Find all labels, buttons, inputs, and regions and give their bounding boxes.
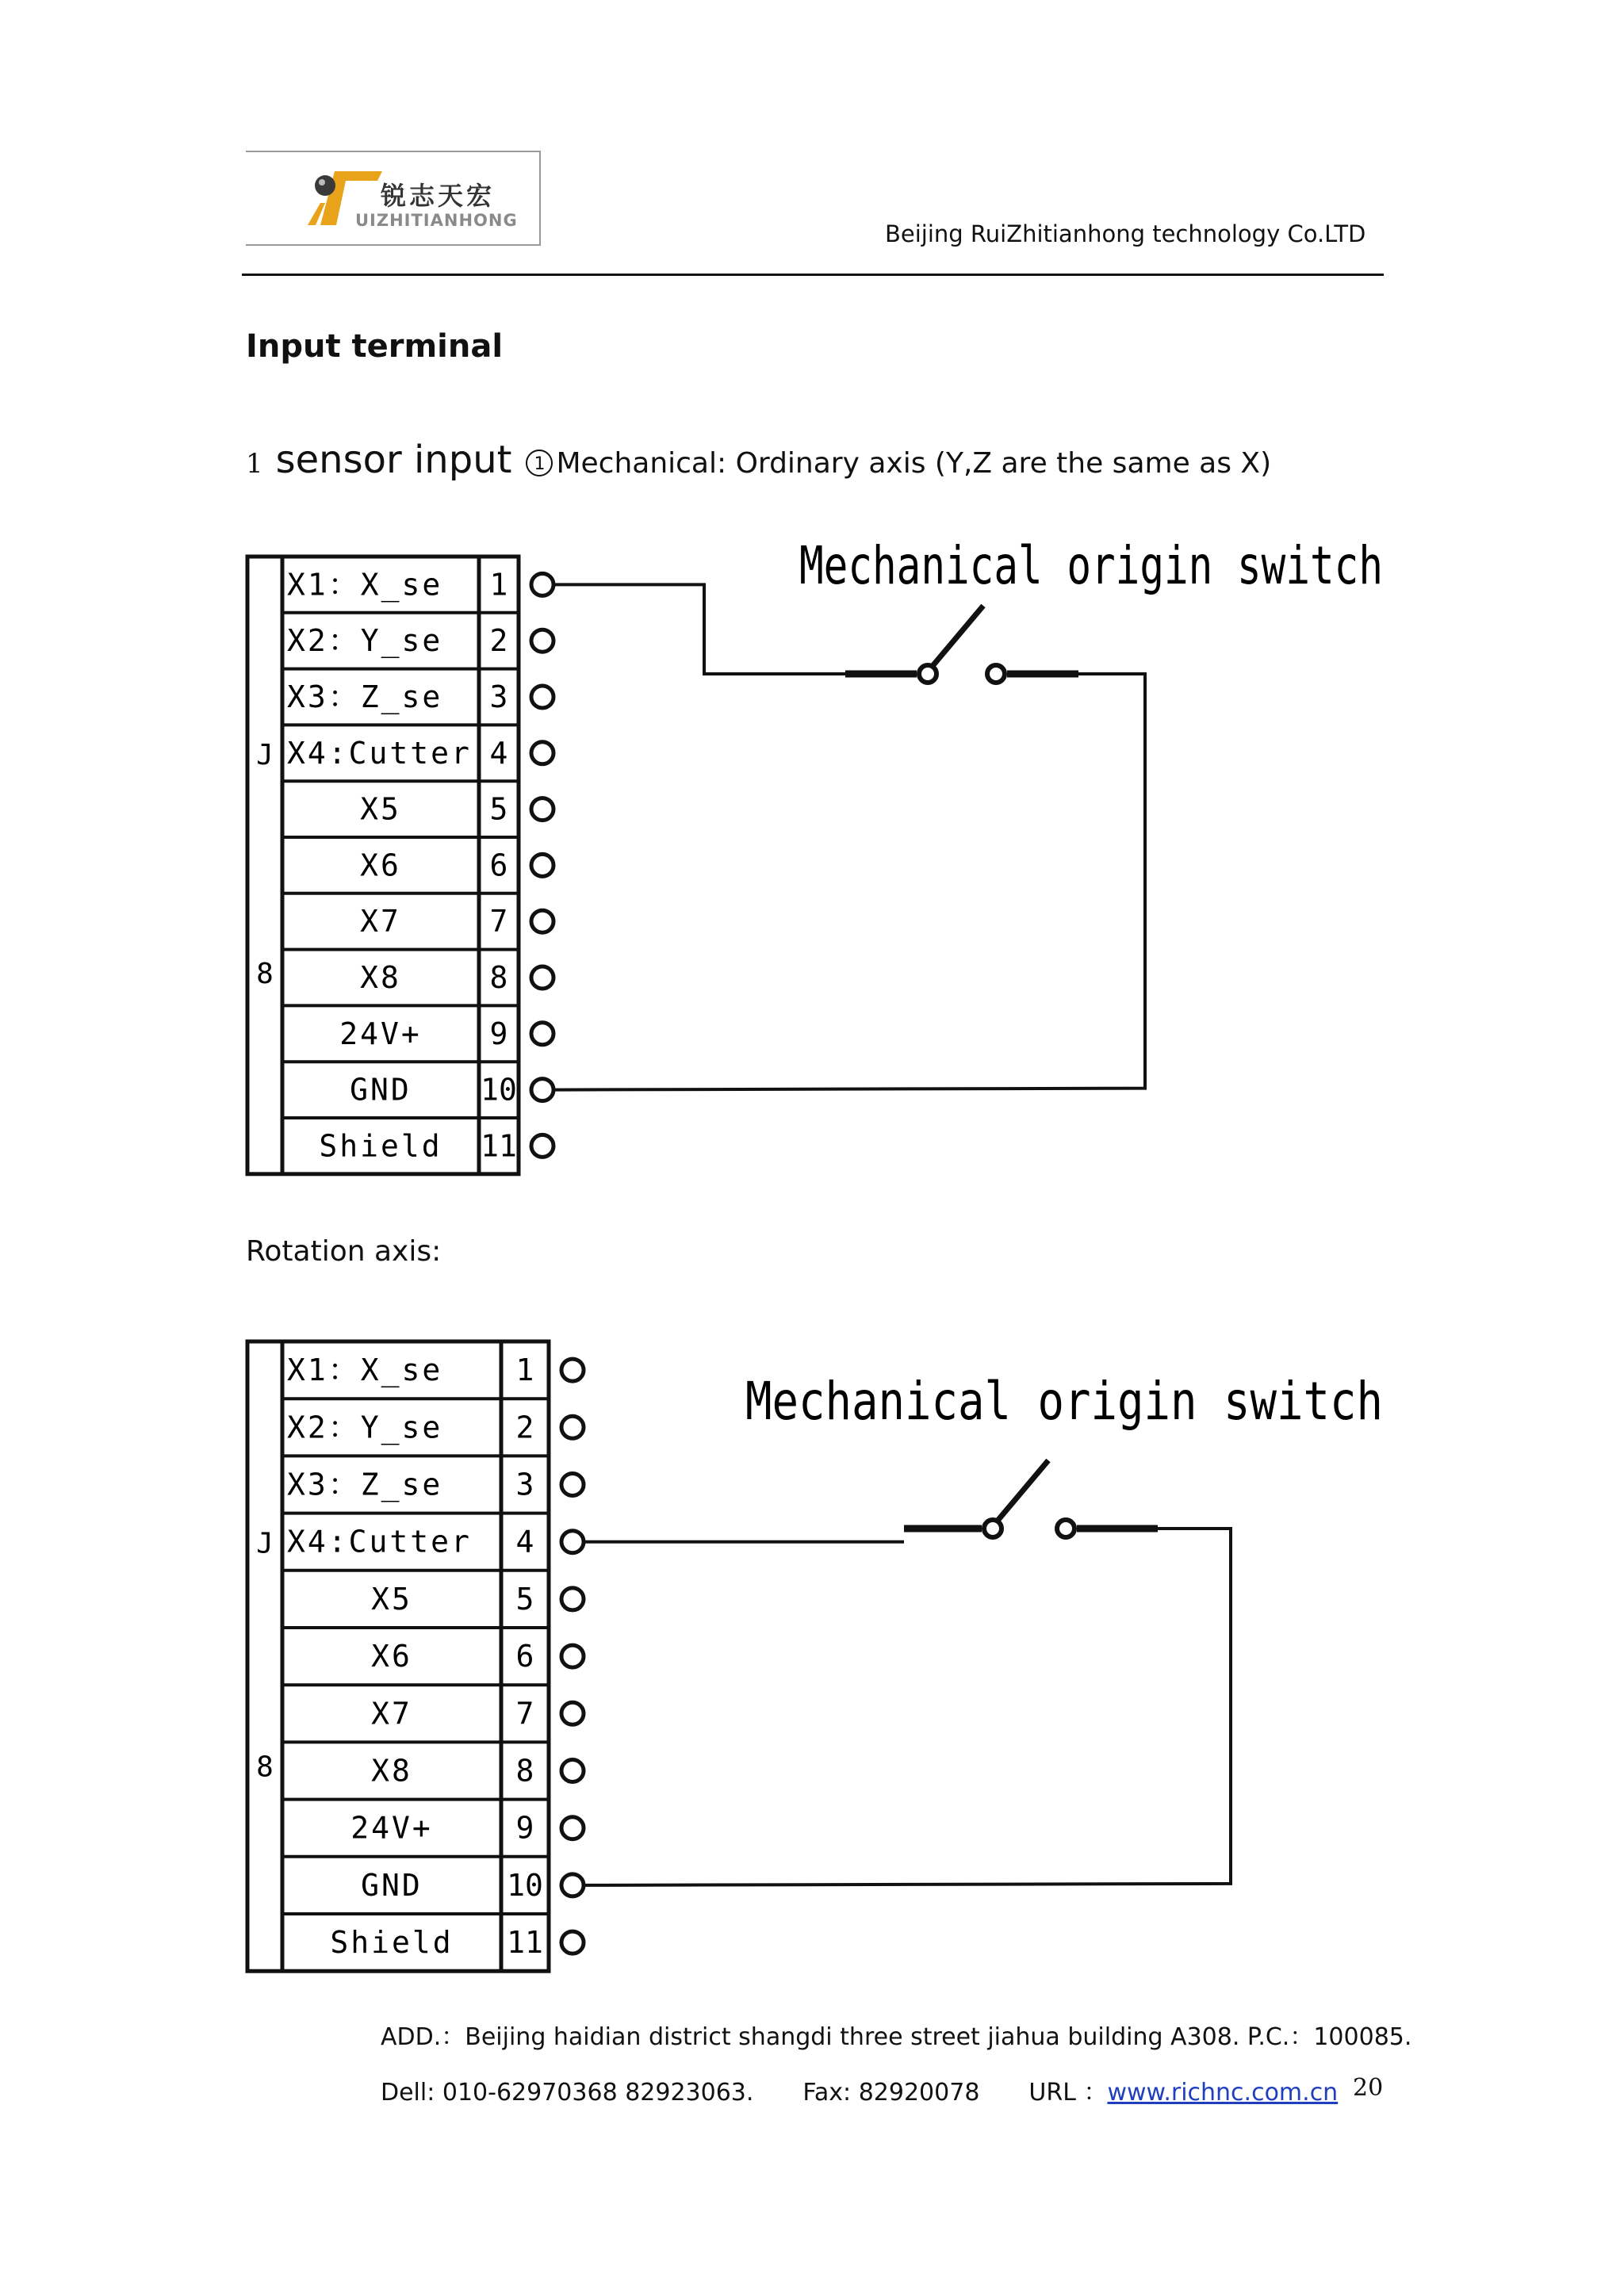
pin-number: 4 bbox=[515, 1524, 534, 1559]
pin-number: 6 bbox=[515, 1639, 534, 1674]
pin-number: 10 bbox=[481, 1072, 517, 1108]
pin-number: 7 bbox=[515, 1696, 534, 1732]
terminal-screw-icon bbox=[531, 1023, 553, 1045]
terminal-label: X1：X_se bbox=[287, 567, 443, 603]
switch-contact-icon bbox=[919, 665, 936, 683]
pin-number: 5 bbox=[515, 1581, 534, 1617]
intro-description: Mechanical: Ordinary axis (Y,Z are the same as X) bbox=[556, 447, 1272, 480]
terminal-label: X8 bbox=[371, 1753, 412, 1789]
wiring-diagram-rotation-axis bbox=[238, 1316, 1396, 1974]
pin-number: 3 bbox=[489, 679, 508, 714]
terminal-screw-icon bbox=[561, 1931, 584, 1954]
terminal-screw-icon bbox=[531, 966, 553, 989]
terminal-screw-icon bbox=[561, 1645, 584, 1667]
terminal-label: 24V+ bbox=[350, 1810, 433, 1846]
pin-number: 11 bbox=[481, 1128, 517, 1164]
terminal-label: Shield bbox=[330, 1925, 454, 1961]
terminal-label: GND bbox=[361, 1867, 423, 1903]
terminal-screw-icon bbox=[531, 1079, 553, 1101]
switch-title: Mechanical origin switch bbox=[799, 535, 1383, 596]
page-number: 20 bbox=[1353, 2074, 1384, 2102]
terminal-label: Shield bbox=[319, 1128, 442, 1164]
connector-label-j: J bbox=[256, 1527, 274, 1560]
header-divider bbox=[242, 274, 1384, 276]
pin-number: 8 bbox=[515, 1753, 534, 1789]
terminal-screw-icon bbox=[531, 629, 553, 652]
pin-number: 4 bbox=[489, 735, 508, 771]
circled-marker: 1 bbox=[526, 450, 553, 476]
pin-number: 3 bbox=[515, 1467, 534, 1502]
terminal-screw-icon bbox=[531, 798, 553, 821]
terminal-screw-icon bbox=[531, 1135, 553, 1157]
pin-number: 9 bbox=[489, 1016, 508, 1051]
terminal-screw-icon bbox=[531, 573, 553, 595]
terminal-screw-icon bbox=[531, 910, 553, 932]
terminal-label: 24V+ bbox=[339, 1016, 422, 1051]
terminal-screw-icon bbox=[561, 1817, 584, 1839]
terminal-screw-icon bbox=[531, 742, 553, 764]
terminal-label: X2：Y_se bbox=[287, 623, 443, 659]
terminal-screw-icon bbox=[561, 1588, 584, 1610]
footer-phone: Dell: 010-62970368 82923063. bbox=[381, 2079, 754, 2107]
section-heading: Input terminal bbox=[246, 328, 504, 365]
terminal-screw-icon bbox=[561, 1359, 584, 1381]
terminal-label: X5 bbox=[371, 1581, 412, 1617]
terminal-label: X6 bbox=[360, 848, 401, 883]
terminal-label: X7 bbox=[371, 1696, 412, 1732]
terminal-label: X8 bbox=[360, 960, 401, 995]
connector-label-8: 8 bbox=[256, 957, 274, 990]
terminal-screw-icon bbox=[561, 1474, 584, 1496]
pin-number: 5 bbox=[489, 791, 508, 827]
pin-number: 10 bbox=[507, 1867, 543, 1903]
company-name: Beijing RuiZhitianhong technology Co.LTD bbox=[885, 220, 1366, 247]
logo-chinese-name: 锐志天宏 bbox=[381, 181, 496, 211]
terminal-label: X4:Cutter bbox=[287, 1524, 472, 1559]
footer-url-label: URL ： bbox=[1028, 2079, 1108, 2107]
pin-number: 7 bbox=[489, 904, 508, 939]
switch-contact-icon bbox=[987, 665, 1005, 683]
terminal-screw-icon bbox=[531, 686, 553, 708]
terminal-label: X1：X_se bbox=[287, 1353, 443, 1388]
terminal-screw-icon bbox=[561, 1874, 584, 1896]
connector-label-j: J bbox=[256, 738, 274, 771]
switch-contact-icon bbox=[1057, 1520, 1074, 1537]
terminal-label: X5 bbox=[360, 791, 401, 827]
terminal-label: X6 bbox=[371, 1639, 412, 1674]
pin-number: 1 bbox=[515, 1353, 534, 1388]
pin-number: 2 bbox=[515, 1410, 534, 1445]
pin-number: 9 bbox=[515, 1810, 534, 1846]
terminal-screw-icon bbox=[531, 854, 553, 876]
terminal-screw-icon bbox=[561, 1702, 584, 1724]
section-title: sensor input bbox=[275, 438, 512, 482]
rotation-axis-label: Rotation axis: bbox=[246, 1235, 442, 1268]
pin-number: 2 bbox=[489, 623, 508, 659]
terminal-label: X3：Z_se bbox=[287, 1467, 443, 1502]
wiring-diagram-ordinary-axis bbox=[238, 531, 1396, 1189]
pin-number: 1 bbox=[489, 567, 508, 603]
terminal-label: X7 bbox=[360, 904, 401, 939]
terminal-screw-icon bbox=[561, 1416, 584, 1438]
footer-url-link[interactable]: www.richnc.com.cn bbox=[1107, 2079, 1339, 2107]
terminal-label: GND bbox=[350, 1072, 412, 1108]
pin-number: 11 bbox=[507, 1925, 543, 1961]
footer-fax: Fax: 82920078 bbox=[802, 2079, 980, 2107]
wire-signal bbox=[553, 584, 856, 674]
terminal-screw-icon bbox=[561, 1531, 584, 1553]
switch-contact-icon bbox=[984, 1520, 1002, 1537]
terminal-label: X2：Y_se bbox=[287, 1410, 443, 1445]
terminal-label: X4:Cutter bbox=[287, 735, 472, 771]
terminal-screw-icon bbox=[561, 1760, 584, 1782]
intro-line bbox=[246, 438, 1271, 482]
pin-number: 8 bbox=[489, 960, 508, 995]
section-number: 1 bbox=[246, 448, 263, 480]
logo-english-name: UIZHITIANHONG bbox=[355, 211, 518, 230]
switch-lever-icon bbox=[998, 1460, 1048, 1521]
switch-lever-icon bbox=[933, 606, 983, 666]
wire-ground bbox=[584, 1529, 1231, 1885]
wire-ground bbox=[553, 674, 1145, 1090]
terminal-label: X3：Z_se bbox=[287, 679, 443, 714]
switch-title: Mechanical origin switch bbox=[745, 1371, 1383, 1432]
footer-contact bbox=[381, 2072, 1338, 2107]
pin-number: 6 bbox=[489, 848, 508, 883]
footer-address: ADD.：Beijing haidian district shangdi three street jiahua building A308. P.C.：100085. bbox=[381, 2023, 1412, 2051]
connector-label-8: 8 bbox=[256, 1751, 274, 1784]
